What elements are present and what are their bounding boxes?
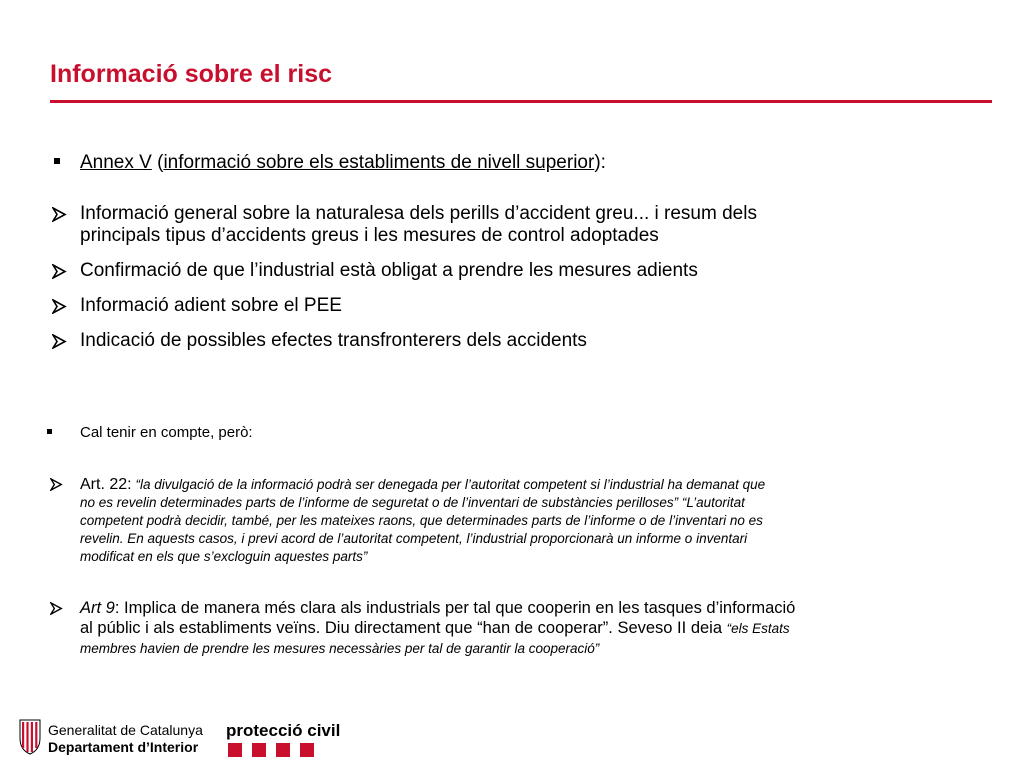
- list-item: Indicació de possibles efectes transfronterers dels accidents: [80, 330, 587, 351]
- arrow-bullet-icon: [50, 602, 63, 615]
- art22-paragraph: [80, 475, 980, 566]
- art9-label: Art 9: [80, 599, 115, 617]
- annex-paren-open: (: [151, 152, 164, 173]
- list-item: Confirmació de que l’industrial està obligat a prendre les mesures adients: [80, 260, 698, 281]
- arrow-bullet-icon: [52, 264, 67, 279]
- art22-quote-line: modificat en els que s’excloguin aquestes parts”: [80, 549, 368, 564]
- list-item: Informació adient sobre el PEE: [80, 295, 342, 316]
- arrow-bullet-icon: [52, 299, 67, 314]
- logo-square: [252, 743, 266, 757]
- annex-label: Annex V: [80, 152, 152, 173]
- proteccio-civil-logo: protecció civil: [226, 721, 341, 740]
- arrow-bullet-icon: [52, 207, 67, 222]
- art22-quote-line: revelin. En aquests casos, i previ acord de l’autoritat competent, l’industrial proporcionarà un informe o inventari: [80, 531, 748, 546]
- list-item-text: Informació general sobre la naturalesa dels perills d’accident greu... i resum dels: [80, 203, 757, 224]
- page-title: Informació sobre el risc: [50, 60, 333, 88]
- art9-quote: “els Estats: [726, 621, 790, 636]
- list-item-text: principals tipus d’accidents greus i les mesures de control adoptades: [80, 225, 659, 246]
- gencat-label: [48, 722, 203, 756]
- art22-label: Art. 22:: [80, 476, 132, 493]
- art22-quote-line: no es revelin determinades parts de l’informe de seguretat o de l’inventari de substàncies perilloses” “L’autoritat: [80, 495, 745, 510]
- art9-text-line: al públic i als establiments veïns. Diu directament que “han de cooperar”. Seveso II deia: [80, 619, 727, 637]
- arrow-bullet-icon: [52, 334, 67, 349]
- annex-line: [80, 152, 606, 174]
- art22-quote-line: competent podrà decidir, també, per les mateixes raons, que determinades parts de l’informe o de l’inventari no es: [80, 513, 763, 528]
- annex-paren-close: ):: [594, 152, 606, 173]
- art22-quote-line: “la divulgació de la informació podrà ser denegada per l’autoritat competent si l’industrial ha demanat que: [135, 477, 766, 492]
- note-heading: Cal tenir en compte, però:: [80, 424, 253, 441]
- logo-square: [300, 743, 314, 757]
- title-divider: [50, 100, 992, 103]
- gencat-name: Generalitat de Catalunya: [48, 722, 203, 738]
- department-name: Departament d’Interior: [48, 739, 199, 755]
- logo-square: [228, 743, 242, 757]
- generalitat-logo-icon: [18, 718, 42, 756]
- logo-square: [276, 743, 290, 757]
- list-item: [80, 203, 757, 247]
- art9-text-line: : Implica de manera més clara als industrials per tal que cooperin en les tasques d’informació: [114, 599, 796, 617]
- arrow-bullet-icon: [50, 478, 63, 491]
- art9-quote: membres havien de prendre les mesures necessàries per tal de garantir la cooperació”: [80, 641, 600, 656]
- art9-paragraph: [80, 598, 1000, 659]
- annex-description-link[interactable]: informació sobre els establiments de nivell superior: [163, 152, 595, 173]
- square-bullet-icon: [54, 158, 60, 164]
- square-bullet-icon: [47, 429, 52, 434]
